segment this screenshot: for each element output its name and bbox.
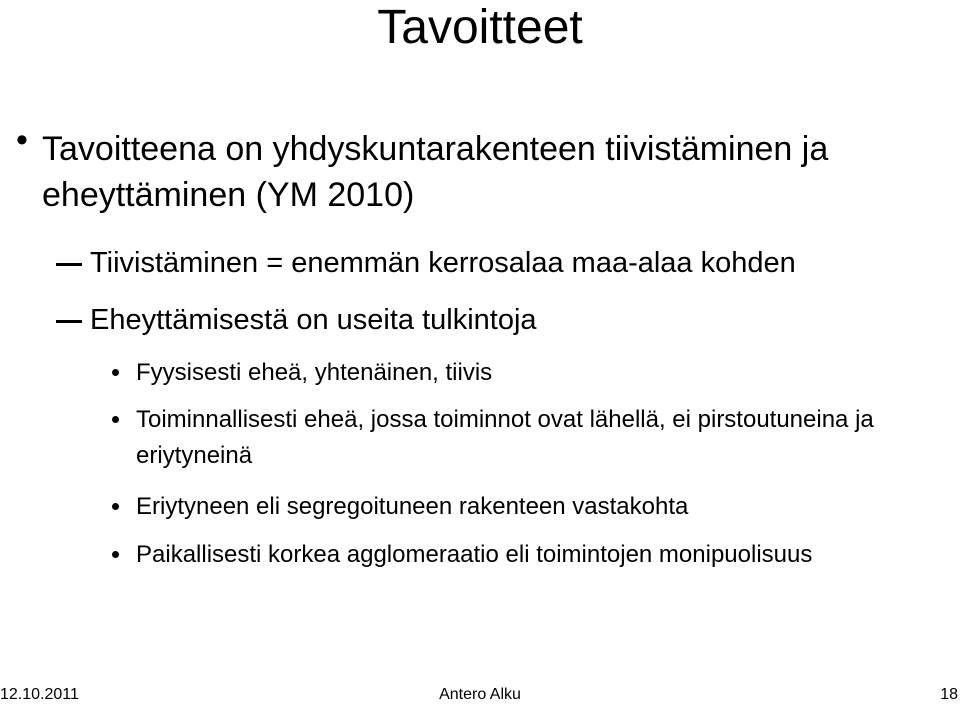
bullet-level-2 [56,300,956,340]
dash-icon [56,300,90,340]
bullet-level-3 [110,489,930,525]
bullet-text: Tavoitteena on yhdyskuntarakenteen tiivistäminen ja eheyttäminen (YM 2010) [42,130,829,214]
bullet-level-3 [110,402,930,474]
small-bullet-icon [110,537,136,573]
bullet-text: Toiminnallisesti eheä, jossa toiminnot ovat lähellä, ei pirstoutuneina ja eriytyneinä [136,406,874,469]
bullet-text: Fyysisesti eheä, yhtenäinen, tiivis [136,359,493,386]
footer-author: Antero Alku [439,686,521,703]
bullet-level-3 [110,355,930,391]
small-bullet-icon [110,402,136,438]
bullet-level-1 [16,121,936,218]
dash-icon [56,243,90,283]
page-number: 18 [940,686,958,703]
small-bullet-icon [110,489,136,525]
bullet-text: Paikallisesti korkea agglomeraatio eli toimintojen monipuolisuus [136,541,813,568]
bullet-text: Eheyttämisestä on useita tulkintoja [90,304,537,336]
bullet-dot-icon: • [16,121,28,159]
small-bullet-icon [110,355,136,391]
slide-title: Tavoitteet [377,1,583,54]
bullet-level-2 [56,243,956,283]
bullet-text: Tiivistäminen = enemmän kerrosalaa maa-alaa kohden [90,247,796,279]
slide-footer [0,680,960,710]
bullet-text: Eriytyneen eli segregoituneen rakenteen vastakohta [136,493,689,520]
bullet-level-3 [110,537,930,573]
footer-date: 12.10.2011 [0,686,79,703]
